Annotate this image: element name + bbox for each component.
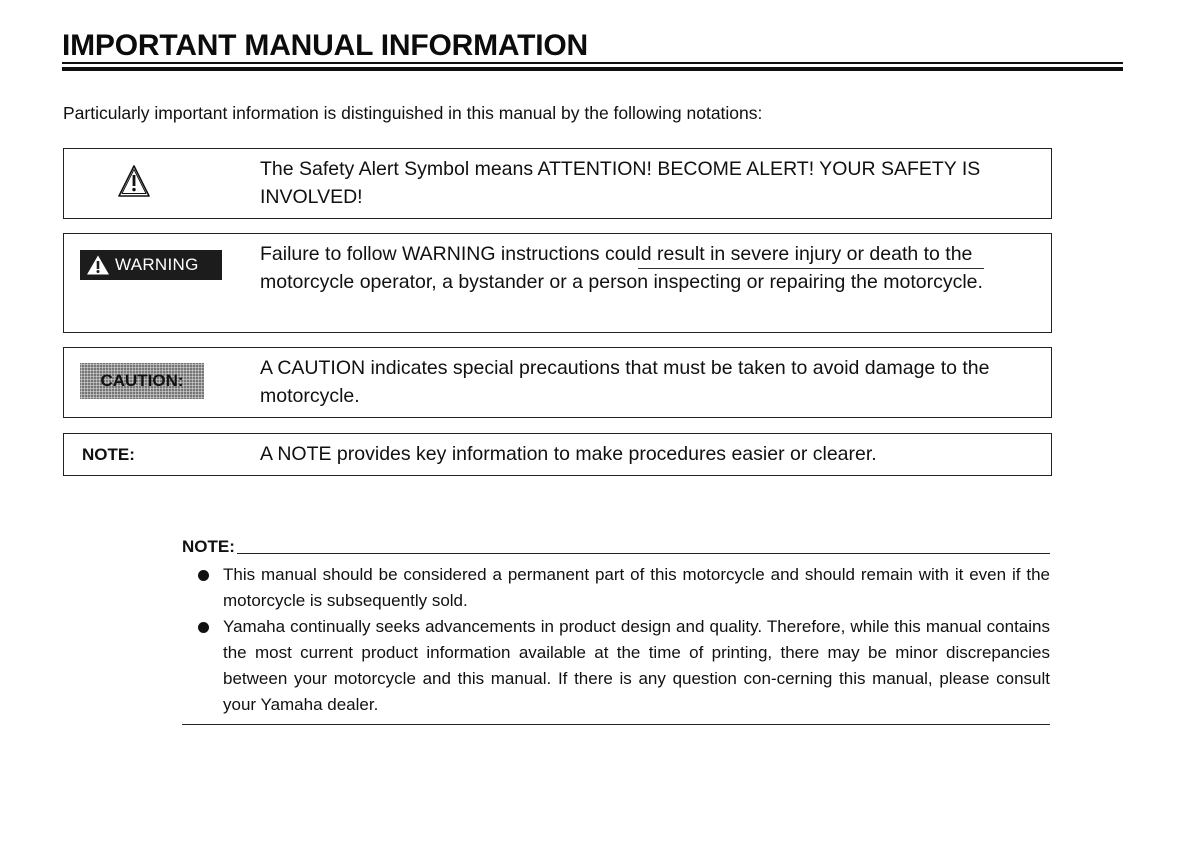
page-title: IMPORTANT MANUAL INFORMATION bbox=[62, 29, 589, 62]
text-underline-mark bbox=[638, 268, 984, 269]
list-item bbox=[182, 562, 1050, 614]
note-notation-box bbox=[63, 433, 1052, 476]
list-item-text: This manual should be considered a permanent part of this motorcycle and should remain with it even if the motorcycle is subsequently sold. bbox=[223, 565, 1050, 610]
warning-notation-box bbox=[63, 233, 1052, 333]
list-item-text: Yamaha continually seeks advancements in product design and quality. Therefore, while this manual contains the most current product information available at the time of printing, there may be minor discrepancies between your motorcycle and this manual. If there is any question con-cerning this manual, please consult your Yamaha dealer. bbox=[223, 617, 1050, 714]
title-rule-thick bbox=[62, 67, 1123, 71]
warning-label-text: WARNING bbox=[115, 255, 199, 274]
note-label: NOTE: bbox=[82, 445, 135, 464]
list-item bbox=[182, 614, 1050, 718]
safety-alert-notation-box bbox=[63, 148, 1052, 219]
note-heading: NOTE: bbox=[182, 537, 235, 556]
note-bullet-list bbox=[182, 562, 1050, 718]
bullet-icon bbox=[198, 622, 209, 633]
note-description: A NOTE provides key information to make procedures easier or clearer. bbox=[260, 443, 877, 465]
note-section bbox=[182, 536, 1050, 725]
caution-label-text: CAUTION: bbox=[100, 371, 184, 390]
note-end-rule bbox=[182, 724, 1050, 725]
bullet-icon bbox=[198, 570, 209, 581]
caution-notation-box bbox=[63, 347, 1052, 418]
safety-alert-description: The Safety Alert Symbol means ATTENTION! BECOME ALERT! YOUR SAFETY IS INVOLVED! bbox=[260, 158, 981, 208]
note-heading-row bbox=[182, 536, 1050, 558]
warning-description: Failure to follow WARNING instructions could result in severe injury or death to the motorcycle operator, a bystander or a person inspecting or repairing the motorcycle. bbox=[260, 243, 983, 293]
title-rule-thin bbox=[62, 62, 1123, 64]
caution-description: A CAUTION indicates special precautions that must be taken to avoid damage to the motorcycle. bbox=[260, 357, 990, 407]
warning-label bbox=[80, 250, 222, 280]
note-heading-rule bbox=[237, 553, 1050, 554]
caution-label bbox=[80, 363, 204, 399]
warning-triangle-icon bbox=[86, 254, 110, 276]
safety-alert-triangle-icon bbox=[116, 163, 152, 201]
intro-text: Particularly important information is distinguished in this manual by the following notations: bbox=[63, 103, 763, 123]
